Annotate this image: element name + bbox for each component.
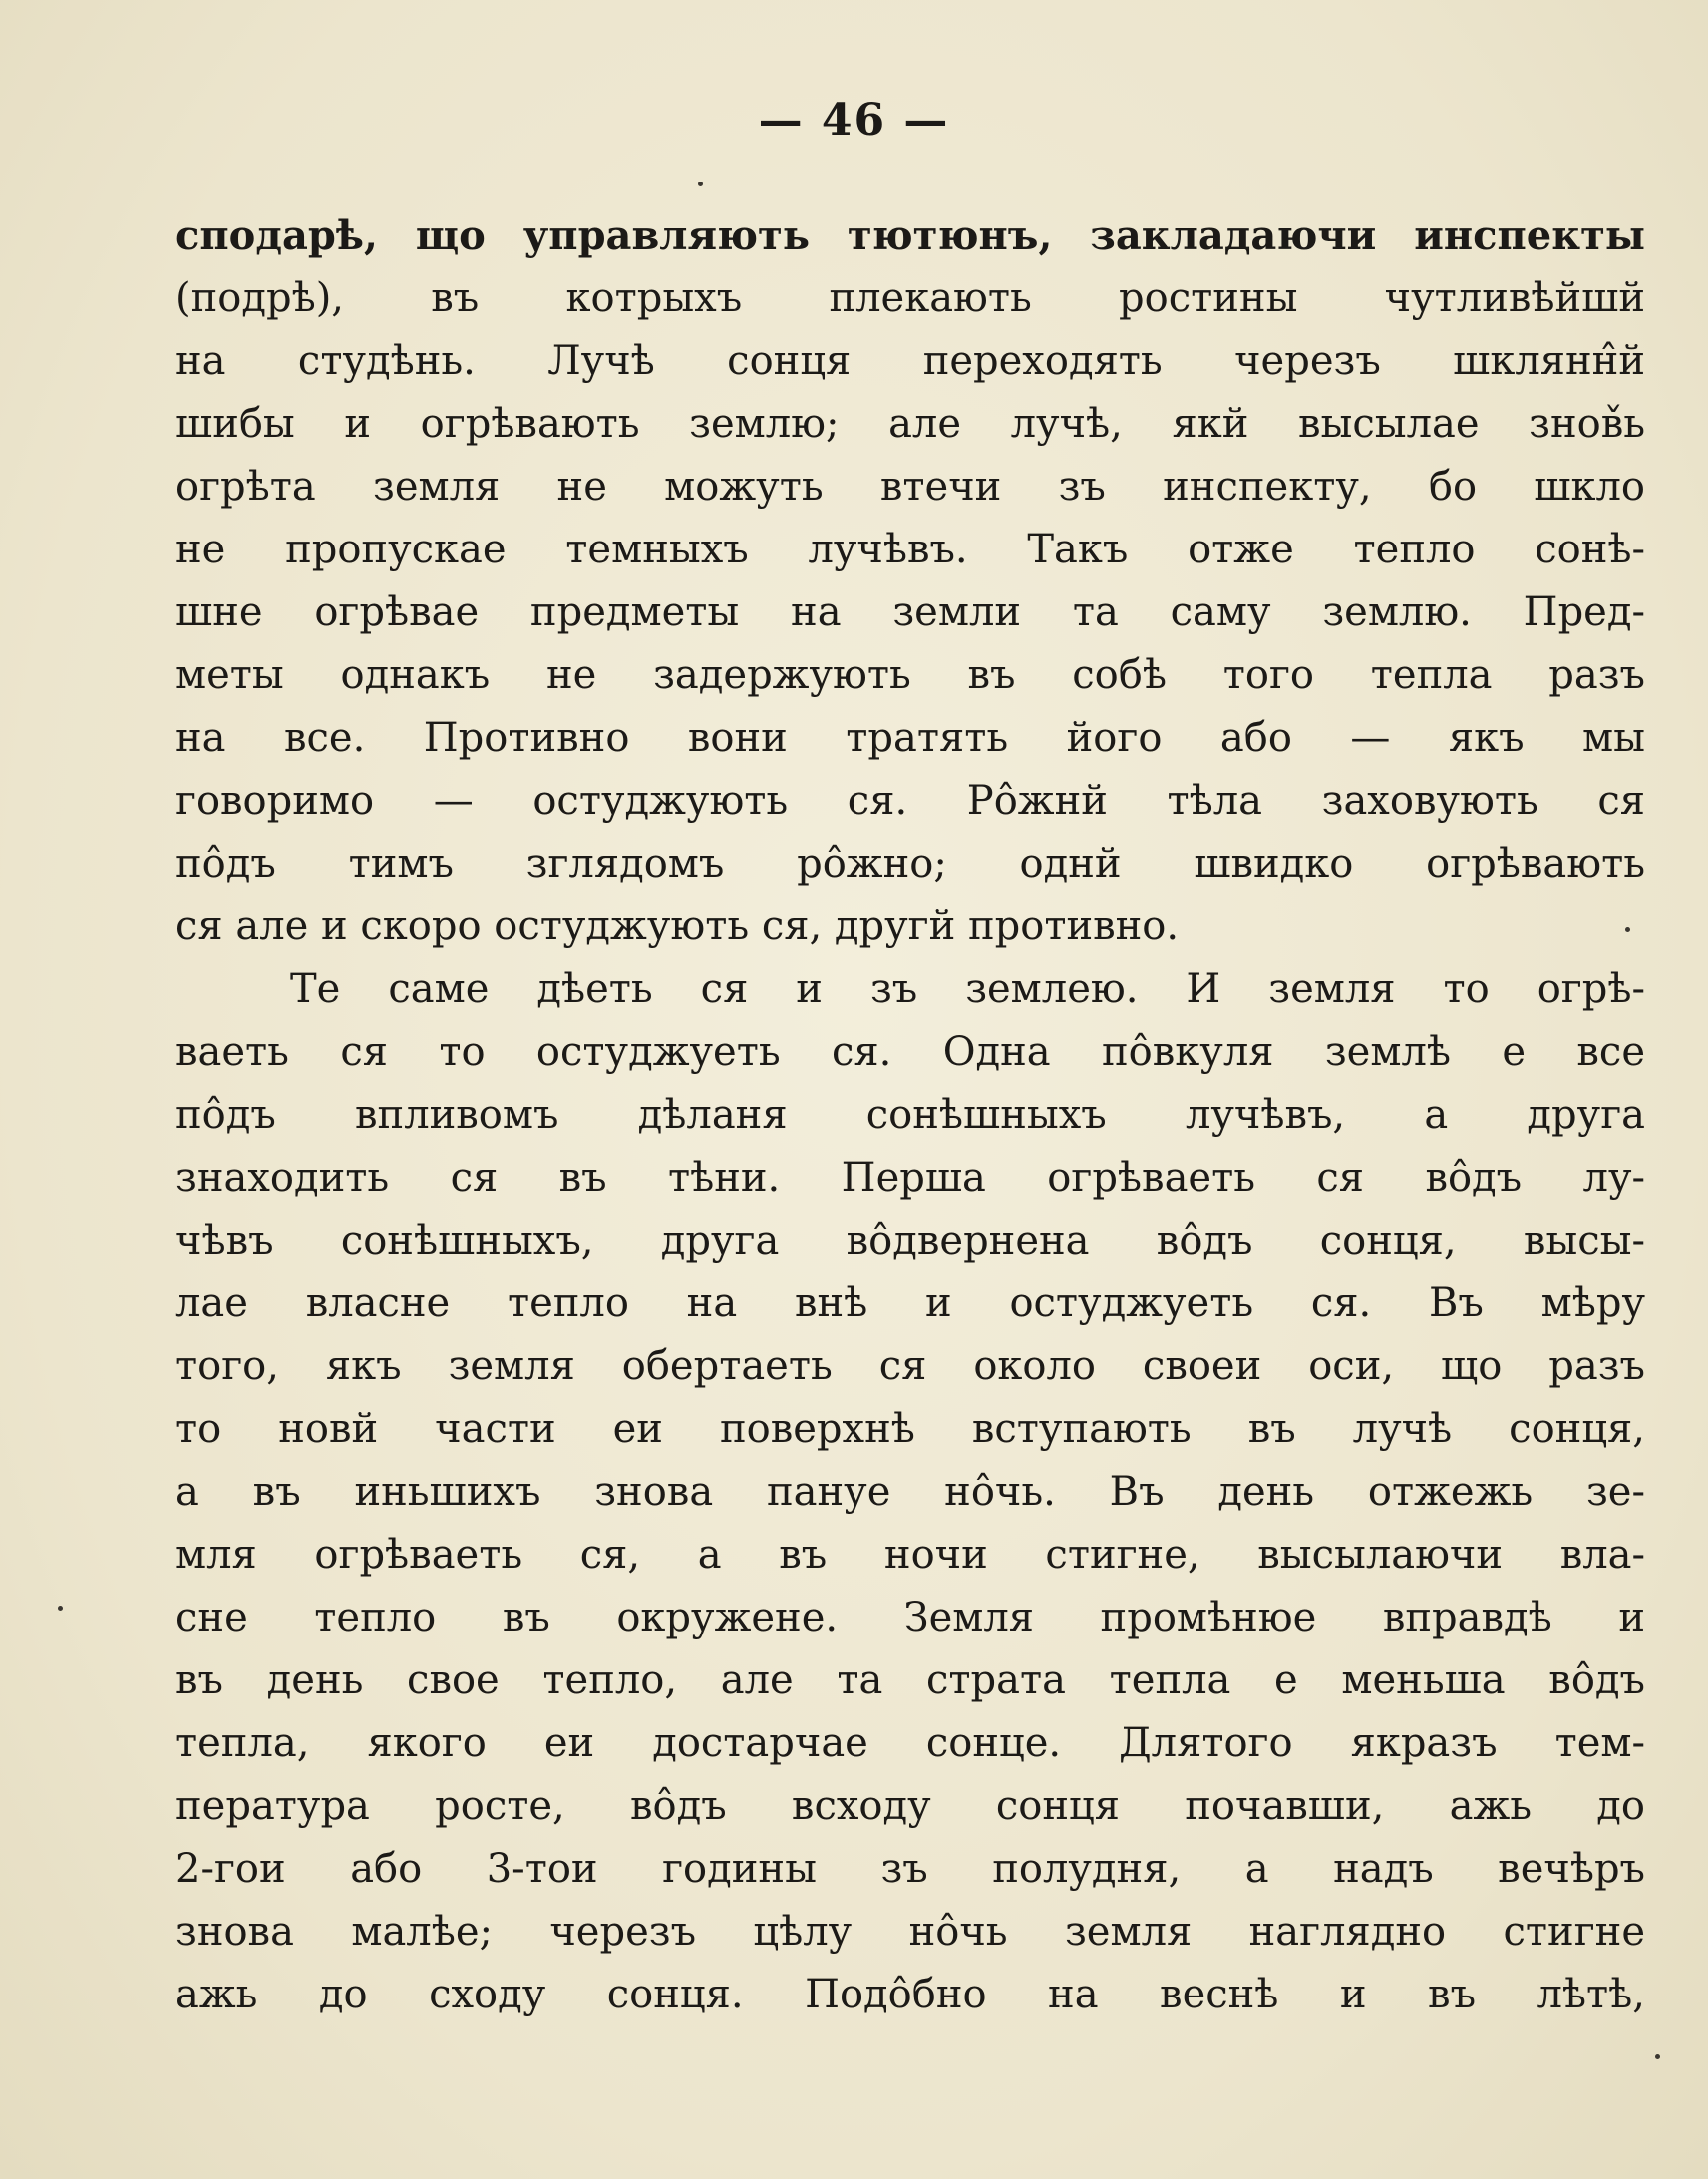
text-line: шне огрѣвае предметы на земли та саму землю. Пред- — [175, 589, 1645, 635]
text-line: знаходить ся въ тѣни. Перша огрѣваеть ся вôдъ лу- — [175, 1155, 1645, 1201]
text-line: знова малѣе; черезъ цѣлу нôчь земля наглядно стигне — [175, 1909, 1645, 1955]
text-line: не пропускае темныхъ лучѣвъ. Такъ отже тепло сонѣ- — [175, 527, 1645, 572]
text-line: пôдъ впливомъ дѣланя сонѣшныхъ лучѣвъ, а друга — [175, 1092, 1645, 1138]
text-line: пôдъ тимъ зглядомъ рôжно; однй швидко огрѣвають — [175, 841, 1645, 887]
text-line: чѣвъ сонѣшныхъ, друга вôдвернена вôдъ сонця, высы- — [175, 1218, 1645, 1264]
text-line: 2-гои або 3-тои годины зъ полудня, а надъ вечѣръ — [175, 1846, 1645, 1892]
text-line: мля огрѣваеть ся, а въ ночи стигне, высылаючи вла- — [175, 1532, 1645, 1578]
text-line: ся але и скоро остуджують ся, другй противно. — [175, 904, 1180, 949]
paragraph — [175, 958, 1645, 2026]
body-text — [175, 204, 1645, 2026]
text-line: меты однакъ не задержують въ собѣ того тепла разъ — [175, 652, 1645, 698]
text-line: того, якъ земля обертаеть ся около своеи оси, що разъ — [175, 1343, 1645, 1389]
text-line: Те саме дѣеть ся и зъ землею. И земля то огрѣ- — [290, 966, 1645, 1012]
text-line: въ день свое тепло, але та страта тепла е меньша вôдъ — [175, 1657, 1645, 1703]
text-line: лае власне тепло на внѣ и остуджуеть ся. Въ мѣру — [175, 1280, 1645, 1326]
text-line: (подрѣ), въ котрыхъ плекають ростины чутливѣйшй — [175, 275, 1645, 321]
text-line: на студѣнь. Лучѣ сонця переходять черезъ шклянн̂й — [175, 338, 1645, 384]
text-line: то новй части еи поверхнѣ вступають въ лучѣ сонця, — [175, 1406, 1645, 1452]
text-line: на все. Противно вони тратять його або — якъ мы — [175, 715, 1645, 761]
text-line: ажь до сходу сонця. Подôбно на веснѣ и въ лѣтѣ, — [175, 1972, 1645, 2017]
text-line: пература росте, вôдъ всходу сонця почавши, ажь до — [175, 1783, 1645, 1829]
ink-speck — [1625, 927, 1630, 932]
page-number: — 46 — — [758, 95, 950, 146]
text-line: шибы и огрѣвають землю; але лучѣ, якй высылае знов̌ь — [175, 401, 1645, 447]
text-line: тепла, якого еи достарчае сонце. Длятого якразъ тем- — [175, 1720, 1645, 1766]
paragraph — [175, 204, 1645, 958]
ink-speck — [698, 182, 703, 186]
text-line: сподарѣ, що управляють тютюнъ, закладаючи инспекты — [175, 212, 1645, 259]
ink-speck — [58, 1606, 63, 1611]
ink-speck — [1655, 2054, 1660, 2059]
text-line: ваеть ся то остуджуеть ся. Одна пôвкуля землѣ е все — [175, 1029, 1645, 1075]
text-line: а въ иньшихъ знова пануе нôчь. Въ день отжежь зе- — [175, 1469, 1645, 1515]
text-line: сне тепло въ окружене. Земля промѣнюе вправдѣ и — [175, 1595, 1645, 1640]
text-line: говоримо — остуджують ся. Рôжнй тѣла заховують ся — [175, 778, 1645, 824]
text-line: огрѣта земля не можуть втечи зъ инспекту, бо шкло — [175, 464, 1645, 510]
